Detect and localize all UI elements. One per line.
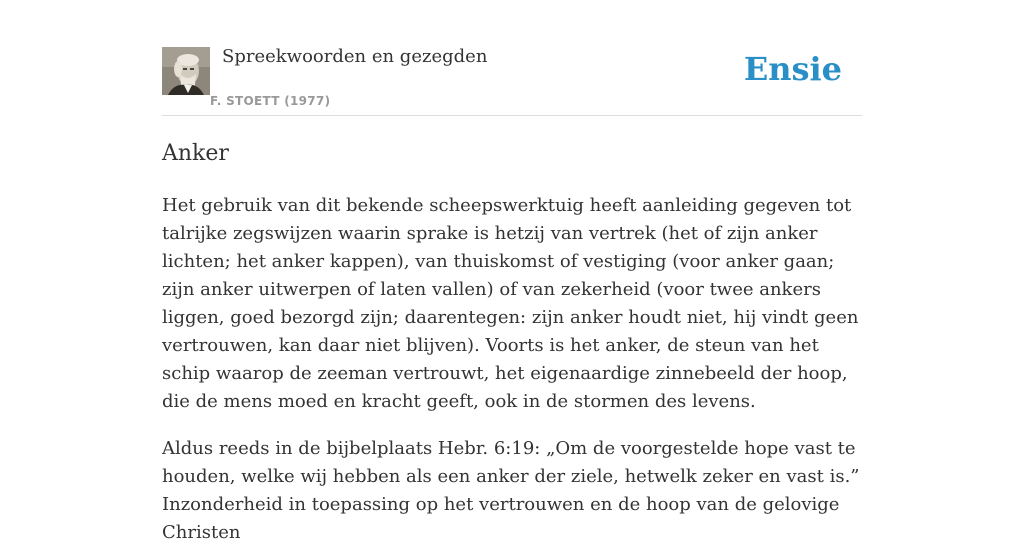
book-header — [162, 40, 862, 116]
article-paragraph: Aldus reeds in de bijbelplaats Hebr. 6:19: „Om de voorgestelde hope vast te houden, welke wij hebben als een anker der ziele, hetwelk zeker en vast is.” Inzonderheid in toepassing op het vertrouwen en de hoop van de gelovige Christen — [162, 438, 860, 543]
book-title-link[interactable]: Spreekwoorden en gezegden — [222, 46, 488, 67]
author-portrait-icon — [162, 47, 210, 95]
entry-title: Anker — [162, 141, 229, 166]
article — [162, 138, 862, 547]
author-name: F. STOETT (1977) — [210, 94, 331, 108]
author-avatar[interactable] — [162, 47, 210, 95]
ensie-logo[interactable]: Ensie — [743, 50, 842, 88]
article-paragraph: Het gebruik van dit bekende scheepswerktuig heeft aanleiding gegeven tot talrijke zegswijzen waarin sprake is hetzij van vertrek (het of zijn anker lichten; het anker kappen), van thuiskomst of vestiging (voor anker gaan; zijn anker uitwerpen of laten vallen) of van zekerheid (voor twee ankers liggen, goed bezorgd zijn; daarentegen: zijn anker houdt niet, hij vindt geen vertrouwen, kan daar niet blijven). Voorts is het anker, de steun van het schip waarop de zeeman vertrouwt, het eigenaardige zinnebeeld der hoop, die de mens moed en kracht geeft, ook in de stormen des levens. — [162, 195, 859, 412]
